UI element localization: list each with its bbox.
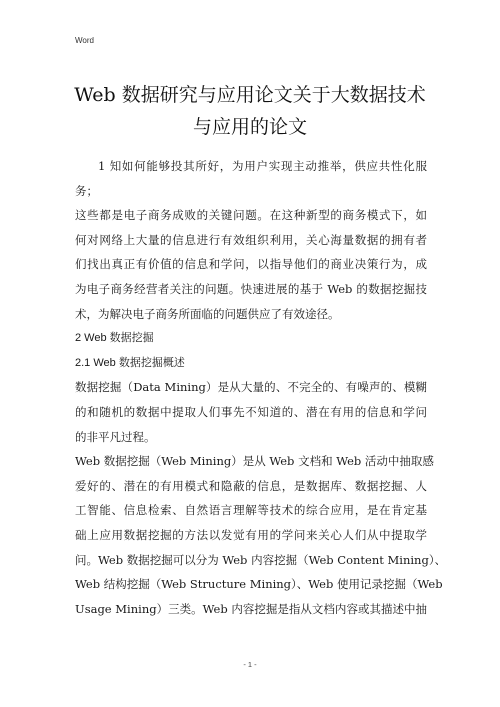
document-title: [60, 79, 440, 143]
body-line-19: Usage Mining）三类。Web 内容挖掘是指从文档内容或其描述中抽: [75, 601, 427, 616]
body-line-16: 础上应用数据挖掘的方法以发觉有用的学问来关心人们从中提取学: [75, 527, 427, 542]
section-heading-2: 2 Web 数据挖掘: [75, 332, 154, 345]
body-line-4: 何对网络上大量的信息进行有效组织利用，关心海量数据的拥有者: [75, 232, 427, 247]
header-app-label: Word: [75, 36, 94, 45]
section-heading-2-1: 2.1 Web 数据挖掘概述: [75, 356, 185, 369]
title-line-2: 与应用的论文: [192, 116, 307, 138]
body-line-6: 为电子商务经营者关注的问题。快速进展的基于 Web 的数据挖掘技: [75, 281, 427, 296]
body-line-1: 1 知如何能够投其所好，为用户实现主动推举，供应共性化服: [98, 159, 427, 173]
body-line-2: 务；: [75, 183, 98, 198]
body-line-14: 爱好的、潜在的有用模式和隐蔽的信息，是数据库、数据挖掘、人: [75, 478, 427, 493]
body-line-11: 的和随机的数据中提取人们事先不知道的、潜在有用的信息和学问: [75, 404, 427, 419]
body-line-15: 工智能、信息检索、自然语言理解等技术的综合应用，是在肯定基: [75, 503, 427, 518]
body-line-17: 问。Web 数据挖掘可以分为 Web 内容挖掘（Web Content Mining）、: [75, 552, 447, 567]
document-body: [75, 154, 447, 621]
body-line-18: Web 结构挖掘（Web Structure Mining）、Web 使用记录挖掘（Web: [75, 577, 443, 592]
header-divider: [74, 48, 426, 49]
body-line-13: Web 数据挖掘（Web Mining）是从 Web 文档和 Web 活动中抽取感: [75, 454, 434, 469]
body-line-12: 的非平凡过程。: [75, 429, 156, 444]
body-line-10: 数据挖掘（Data Mining）是从大量的、不完全的、有噪声的、模糊: [75, 380, 427, 395]
body-line-3: 这些都是电子商务成败的关键问题。在这种新型的商务模式下，如: [75, 208, 427, 223]
body-line-7: 术，为解决电子商务所面临的问题供应了有效途径。: [75, 306, 340, 321]
title-line-1: Web 数据研究与应用论文关于大数据技术: [74, 84, 426, 106]
page-number: - 1 -: [243, 660, 257, 669]
body-line-5: 们找出真正有价值的信息和学问，以指导他们的商业决策行为，成: [75, 257, 427, 272]
